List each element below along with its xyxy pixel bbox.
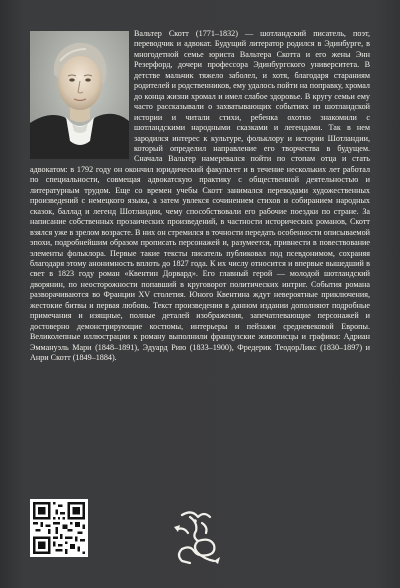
author-portrait <box>30 31 129 159</box>
illustrators-text: Великолепные иллюстрации к роману выполнили французские живописцы и графики: Адриан Эммануэль Мари (1848–1891), Эдуард Рию (1833–1900), Фредерик ТеодорЛикс (1830–1897) и Анри Скотт (1849–1884). <box>30 332 370 363</box>
portrait-icon <box>30 31 129 159</box>
griffin-icon <box>168 507 226 567</box>
qr-code-icon <box>33 502 85 554</box>
publisher-logo <box>168 507 226 567</box>
biography-text: Вальтер Скотт (1771–1832) — шотландский писатель, поэт, переводчик и адвокат. Будущий литератор родился в Эдинбурге, в многодетной семье юриста Вальтера Скотта и его жены Энн Резерфорд, дочери профессора Эдинбургского университета. В детстве мальчик тяжело заболел, и хотя, благодаря стараниям родителей и родственников, ему удалось пойти на поправку, хромал до конца жизни хромал и имел слабое здоровье. В кругу семьи ему часто рассказывали о захватывающих событиях из шотландской истории и читали стихи, ребенка охотно знакомили с шотландскими народными сказками и легендами. Так в нем зародился интерес к культуре, фольклору и истории Шотландии, который определил направление его творчества в будущем. Сначала Вальтер намеревался пойти по стопам отца и стать адвокатом: в 1792 году он окончил юридический факультет и в течение нескольких лет работал по специальности, совмещая адвокатскую практику с общественной деятельностью и литературным трудом. Еще со времен учебы Скотт занимался переводами художественных произведений с немецкого языка, а затем увлекся сочинением стихов и собиранием народных сказок, баллад и легенд Шотландии, чему способствовали его рабочие поездки по стране. За написание собственных прозаических произведений, в частности исторических романов, Скотт взялся уже в зрелом возрасте. В них он стремился в точности передать особенности описываемой эпохи, подробнейшим образом прописать персонажей и, разумеется, привнести в повествование элементы фольклора. Первые такие тексты писатель публиковал под псевдонимом, сохраняя благодаря этому анонимность вплоть до 1827 года. К их числу относится и впервые вышедший в свет в 1823 году роман «Квентин Дорвард». Его главный герой — молодой шотландский дворянин, по неосторожности попавший в круговорот политических интриг. События романа разворачиваются во Франции XV столетия. Юного Квентина ждут невероятные приключения, жестокие битвы и первая любовь. Текст произведения в данном издании дополняют подробные примечания и изящные, полные деталей изображения, запечатлевающие персонажей и достоверно демонстрирующие костюмы, интерьеры и пейзажи средневековой Европы. <box>30 29 370 331</box>
qr-code <box>30 499 88 557</box>
